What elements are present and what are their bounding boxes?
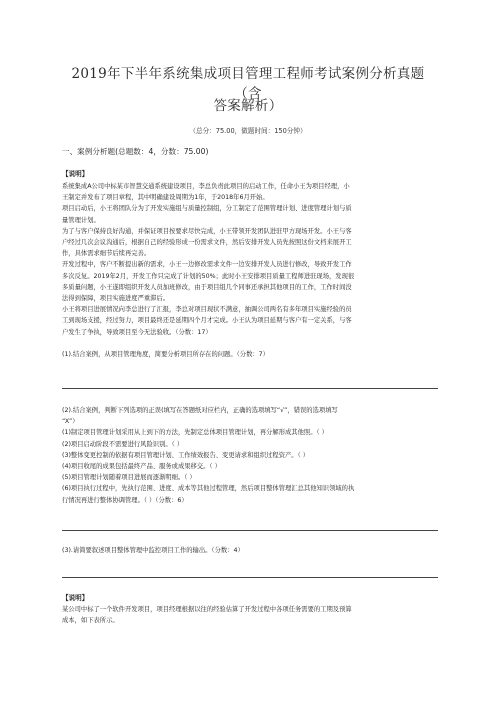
question-2-line: “X”） bbox=[62, 418, 79, 426]
case1-line: 小王将项目进展情况向李总进行了汇报，李总对项目现状不满意，抽调公司两名有多年项目实施经验的员 bbox=[62, 306, 352, 314]
case1-line: 开发过程中，客户不断提出新的需求，小王一边修改需求文件一边安排开发人员进行修改，导致开发工作 bbox=[62, 261, 352, 269]
question-2-item: (3)整体变更控制的依据有项目管理计划、工作绩效报告、变更请求和组织过程资产。（ ） bbox=[62, 451, 310, 459]
case1-line: 多次反复。2019年2月，开发工作只完成了计划的50%；此时小王安排项目质量工程师进驻现场，发现很 bbox=[62, 272, 355, 280]
case1-line: 工到现场支援，经过努力，项目最终还是延期四个月才完成。小王认为项目延期与客户有一定关系，与客 bbox=[62, 317, 352, 325]
question-2-item: (5)项目管理计划随着项目进展而逐渐明细。（ ） bbox=[62, 474, 196, 482]
case1-line: 多质量问题，小王遂即组织开发人员加班修改，由于项目组几个同事还承担其他项目的工作，工作时间没 bbox=[62, 283, 352, 291]
case1-line: 量管理计划。 bbox=[62, 216, 100, 224]
case1-line: 项目启动后，小王将团队分为了开发实施组与质量控制组，分工制定了范围管理计划、进度管理计划与质 bbox=[62, 205, 352, 213]
question-2-item: (2)项目启动阶段不需要进行风险识别。（ ） bbox=[62, 440, 184, 448]
question-3: (3).请简要叙述项目整体管理中监控项目工作的输出。（分数：4） bbox=[62, 547, 244, 554]
answer-line-2 bbox=[62, 530, 438, 531]
question-2-item: (1)制定项目管理计划采用从上到下的方法，先制定总体项目管理计划，再分解形成其他照。（ ） bbox=[62, 429, 328, 437]
case1-line: 户经过几次会议沟通后，根据自己的经验形成一份需求文件，然后安排开发人员先按照这份文档来展开工 bbox=[62, 239, 352, 247]
case1-line: 为了与客户保持良好沟通，并保证项目按要求尽快完成，小王带领开发团队进驻甲方现场开发。小王与客 bbox=[62, 227, 352, 235]
doc-title-line1: 2019年下半年系统集成项目管理工程师考试案例分析真题（含 bbox=[71, 66, 425, 102]
exam-meta: （总分：75.00，做题时间：150分钟） bbox=[189, 127, 307, 135]
case1-body bbox=[62, 181, 438, 338]
case1-line: 户发生了争执，导致项目至今无法验收。（分数：17） bbox=[62, 328, 212, 336]
question-2-item: (6)项目执行过程中，先执行范围、进度、成本等其他过程管理，然后项目整体管理汇总其他知识领域的执 bbox=[62, 485, 355, 493]
case1-line: 王制定并发布了项目章程，其中明确建设周期为1年，于2018年6月开始。 bbox=[62, 194, 269, 202]
case1-line: 法得到保障，项目实施进度严重滞后。 bbox=[62, 295, 170, 303]
answer-line-3 bbox=[62, 577, 438, 578]
question-2-line: (2).结合案例，判断下列选项的正误(填写在答题纸对应栏内，正确的选项填写“√”，错误的选项填写 bbox=[62, 407, 338, 414]
case2-body bbox=[62, 604, 438, 626]
question-2-item: (4)项目收尾的成果包括最终产品、服务或成果移交。（ ） bbox=[62, 463, 221, 471]
question-1: (1).结合案例，从项目管理角度，简要分析项目所存在的问题。（分数：7） bbox=[62, 351, 269, 358]
doc-title-line2: 答案解析） bbox=[213, 98, 283, 114]
case2-line: 成本，如下表所示。 bbox=[62, 617, 119, 625]
answer-line-1 bbox=[62, 388, 438, 389]
question-2 bbox=[62, 405, 438, 506]
section-heading: 一、案例分析题(总题数：4，分数：75.00) bbox=[62, 147, 209, 156]
case1-line: 系统集成A公司中标某市智慧交通系统建设项目，李总负责此项目的启动工作，任命小王为项目经理，小 bbox=[62, 183, 350, 190]
case2-tag: 【说明】 bbox=[62, 594, 89, 602]
case1-tag: 【说明】 bbox=[62, 170, 89, 178]
case2-line: 某公司中标了一个软件开发项目，项目经理根据以往的经验估算了开发过程中各项任务需要的工期及预算 bbox=[62, 606, 352, 613]
question-2-item: 行情况再进行整体协调管理。（ ）（分数：6） bbox=[62, 496, 188, 504]
case1-line: 作，具体需求细节后续再完善。 bbox=[62, 250, 151, 258]
